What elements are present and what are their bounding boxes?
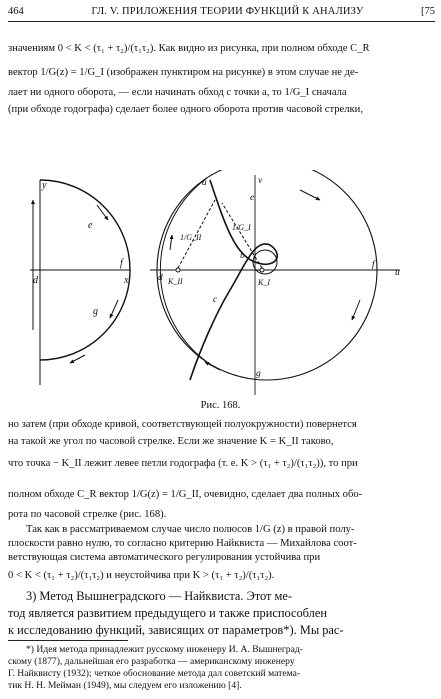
text-line: вектор 1/G(z) = 1/G_I (изображен пунктиром на рисунке) в этом случае не де-: [8, 67, 359, 78]
text-line: тод является развитием предыдущего и также приспособлен: [8, 606, 327, 620]
label-e: e: [88, 220, 93, 231]
page-number: 464: [8, 6, 24, 17]
footnote-rule: [8, 640, 128, 641]
label-a: a: [202, 178, 207, 188]
footnote-line: скому (1877), дальнейшая его разработка — американскому инженеру: [8, 656, 295, 667]
page-header: [8, 6, 435, 22]
left-diagram: [30, 180, 130, 385]
footnote-line: тик Н. Н. Мейман (1949), мы следуем его изложению [4].: [8, 680, 242, 691]
figure-caption: Рис. 168.: [200, 400, 241, 411]
footnote-line: Г. Найквисту (1932); четкое обоснование метода дал советский матема-: [8, 668, 301, 679]
text-line: (при обходе годографа) сделает более одного оборота против часовой стрелки,: [8, 104, 363, 115]
label-gi: 1/G_I: [232, 223, 251, 232]
outer-circle: [157, 170, 377, 380]
direction-arrow: [97, 205, 108, 220]
text-line: плоскости равно нулю, то согласно критерию Найквиста — Михайлова соот-: [8, 538, 357, 549]
figure-168: [0, 170, 441, 400]
text-line: значениям 0 < K < (τ₁ + τ₂)/(τ₁τ₂). Как видно из рисунка, при полном обходе C_R: [8, 43, 370, 54]
text-line: рота по часовой стрелке (рис. 168).: [8, 509, 167, 520]
text-line: ветствующая система автоматического регулирования устойчива при: [8, 552, 321, 563]
label-f: f: [372, 260, 375, 270]
text-line: к исследованию функций, зависящих от параметров*). Мы рас-: [8, 623, 344, 637]
text-line: 0 < K < (τ₁ + τ₂)/(τ₁τ₂) и неустойчива при K > (τ₁ + τ₂)/(τ₁τ₂).: [8, 570, 275, 581]
point-kii: [176, 268, 180, 272]
section-number: [75: [421, 6, 435, 17]
label-y: y: [42, 180, 47, 191]
direction-arrow: [170, 235, 172, 250]
text-line: что точка − K_II лежит левее петли годографа (т. е. K > (τ₁ + τ₂)/(τ₁τ₂)), то при: [8, 458, 358, 469]
text-line: полном обходе C_R вектор 1/G(z) = 1/G_II, очевидно, сделает два полных обо-: [8, 489, 363, 500]
label-kii: K_II: [168, 277, 183, 286]
label-f: f: [120, 258, 123, 269]
label-u: u: [395, 268, 400, 278]
direction-arrow: [300, 190, 320, 200]
label-ki: K_I: [258, 278, 270, 287]
label-g: g: [256, 369, 261, 379]
label-v: v: [258, 176, 263, 186]
direction-arrow: [70, 355, 85, 363]
direction-arrow: [205, 362, 220, 370]
header-rule: [8, 21, 435, 22]
direction-arrow: [352, 300, 360, 320]
label-gii: 1/G_II: [180, 233, 202, 242]
label-b: b: [240, 251, 245, 261]
point-ki: [260, 268, 264, 272]
label-c: c: [213, 295, 218, 305]
label-x: x: [124, 275, 129, 286]
text-line: Так как в рассматриваемом случае число полюсов 1/G (z) в правой полу-: [26, 524, 355, 535]
text-line: но затем (при обходе кривой, соответствующей полуокружности) повернется: [8, 419, 357, 430]
text-line: лает ни одного оборота, — если начинать обход с точки a, то 1/G_I сначала: [8, 87, 347, 98]
label-g: g: [93, 306, 98, 317]
text-line: 3) Метод Вышнеградского — Найквиста. Этот ме-: [26, 589, 293, 603]
label-d: d: [33, 275, 38, 286]
text-line: на такой же угол по часовой стрелке. Если же значение K = K_II таково,: [8, 436, 334, 447]
label-d: d: [158, 273, 163, 283]
running-title: ГЛ. V. ПРИЛОЖЕНИЯ ТЕОРИИ ФУНКЦИЙ К АНАЛИЗУ: [91, 6, 364, 17]
right-diagram: [150, 170, 400, 395]
direction-arrow: [110, 300, 118, 318]
label-e: e: [250, 193, 255, 203]
footnote-line: *) Идея метода принадлежит русскому инженеру И. А. Вышнеград-: [26, 644, 303, 655]
